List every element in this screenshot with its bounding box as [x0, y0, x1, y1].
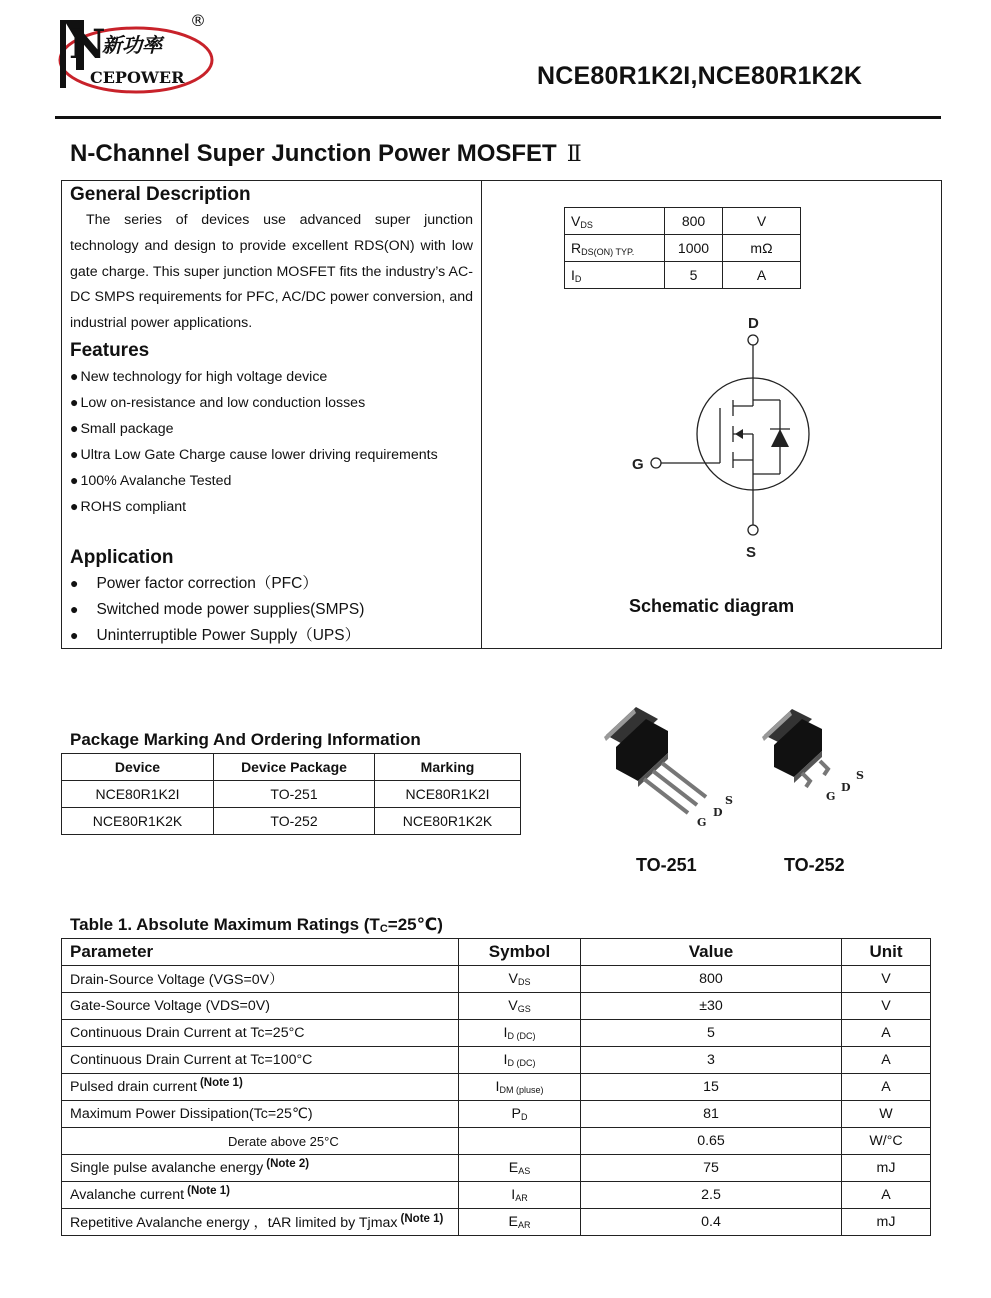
ordering-heading: Package Marking And Ordering Information	[70, 730, 421, 749]
abs-value: 75	[581, 1155, 842, 1182]
abs-symbol-sub: DM (pluse)	[499, 1085, 544, 1095]
ordering-col-header: Device	[62, 754, 214, 781]
abs-param	[62, 1182, 459, 1209]
abs-param-note: (Note 1)	[400, 1213, 444, 1225]
abs-symbol-main: I	[495, 1079, 500, 1095]
abs-value: 800	[581, 966, 842, 993]
abs-param	[62, 1020, 459, 1047]
application-item-text: Uninterruptible Power Supply（UPS）	[96, 627, 361, 644]
caption-subscript: C	[379, 923, 388, 935]
bullet-icon: ●	[70, 394, 79, 410]
pin-d-label: D	[748, 315, 759, 332]
abs-symbol	[459, 1074, 581, 1101]
spec-symbol-sub: D	[574, 273, 582, 284]
abs-col-header: Parameter	[62, 939, 459, 966]
spec-symbol-main: R	[571, 239, 582, 256]
abs-symbol	[459, 1155, 581, 1182]
to251-label: TO-251	[636, 855, 697, 875]
application-heading: Application	[70, 547, 174, 568]
svg-text:N: N	[69, 21, 106, 68]
abs-symbol	[459, 1101, 581, 1128]
abs-value: 5	[581, 1020, 842, 1047]
abs-param	[62, 1047, 459, 1074]
general-description-heading: General Description	[70, 184, 251, 205]
abs-row	[62, 1128, 931, 1155]
ordering-cell: NCE80R1K2K	[375, 808, 521, 835]
application-item	[70, 570, 364, 596]
spec-value: 5	[665, 262, 723, 289]
application-list	[70, 570, 364, 648]
ordering-cell: TO-251	[214, 781, 375, 808]
spec-unit: A	[723, 262, 801, 289]
abs-col-header: Unit	[842, 939, 931, 966]
abs-symbol-sub: AS	[518, 1166, 531, 1176]
abs-symbol	[459, 1020, 581, 1047]
ordering-col-header: Marking	[375, 754, 521, 781]
abs-unit: mJ	[842, 1155, 931, 1182]
abs-param-text: Pulsed drain current	[70, 1079, 197, 1095]
abs-param-text: Avalanche current	[70, 1187, 185, 1203]
abs-row	[62, 1182, 931, 1209]
abs-symbol	[459, 1182, 581, 1209]
spec-value: 1000	[665, 235, 723, 262]
bullet-icon: ●	[70, 368, 79, 384]
abs-param-text: Drain-Source Voltage (VGS=0V）	[70, 972, 284, 988]
abs-param	[62, 1101, 459, 1128]
spec-symbol-sub: DS	[580, 219, 593, 230]
spec-symbol	[565, 262, 665, 289]
abs-symbol-sub: AR	[515, 1193, 528, 1203]
abs-symbol-main: V	[508, 971, 518, 987]
abs-symbol	[459, 1209, 581, 1236]
mosfet-schematic	[610, 308, 840, 568]
abs-symbol-main: I	[511, 1187, 516, 1203]
abs-unit: V	[842, 993, 931, 1020]
abs-unit: W	[842, 1101, 931, 1128]
bullet-icon: ●	[70, 627, 79, 643]
abs-symbol-sub: D	[520, 1112, 528, 1122]
pin-s-label: S	[746, 544, 757, 561]
to251-pin-g: G	[697, 816, 707, 829]
abs-row	[62, 1020, 931, 1047]
abs-symbol-main: I	[503, 1052, 508, 1068]
abs-value: 15	[581, 1074, 842, 1101]
abs-unit: A	[842, 1020, 931, 1047]
abs-param	[62, 993, 459, 1020]
bullet-icon: ●	[70, 420, 79, 436]
abs-symbol-main: E	[508, 1160, 519, 1176]
title-text: N-Channel Super Junction Power MOSFET	[70, 140, 557, 167]
absolute-max-ratings-table	[61, 938, 931, 1236]
feature-item-text: Low on-resistance and low conduction losses	[80, 395, 366, 411]
abs-param-text: Single pulse avalanche energy	[70, 1160, 264, 1176]
abs-param-text: Maximum Power Dissipation(Tc=25℃)	[70, 1106, 313, 1122]
abs-value: 3	[581, 1047, 842, 1074]
bullet-icon: ●	[70, 446, 79, 462]
application-item	[70, 596, 364, 622]
spec-row	[565, 262, 801, 289]
part-number: NCE80R1K2I,NCE80R1K2K	[537, 62, 863, 90]
abs-symbol-sub: GS	[517, 1004, 531, 1014]
abs-param	[62, 1074, 459, 1101]
spec-symbol-main: I	[571, 266, 575, 283]
ordering-row	[62, 808, 521, 835]
caption-prefix: Table 1. Absolute Maximum Ratings (T	[70, 915, 380, 934]
feature-item	[70, 467, 438, 493]
spec-symbol	[565, 235, 665, 262]
pin-g-label: G	[632, 456, 644, 473]
abs-row	[62, 1155, 931, 1182]
abs-row	[62, 993, 931, 1020]
abs-param	[62, 966, 459, 993]
package-images	[596, 695, 886, 835]
ordering-col-header: Device Package	[214, 754, 375, 781]
ordering-cell: NCE80R1K2I	[375, 781, 521, 808]
feature-item-text: ROHS compliant	[80, 499, 187, 515]
company-logo	[56, 10, 216, 96]
spec-symbol	[565, 208, 665, 235]
abs-value: ±30	[581, 993, 842, 1020]
schematic-caption: Schematic diagram	[629, 596, 795, 616]
table1-caption	[70, 915, 443, 935]
ordering-table	[61, 753, 521, 835]
abs-value: 81	[581, 1101, 842, 1128]
abs-symbol-main: P	[511, 1106, 521, 1122]
abs-param	[62, 1155, 459, 1182]
abs-col-header: Symbol	[459, 939, 581, 966]
title-roman-numeral: Ⅱ	[566, 142, 582, 167]
abs-unit: A	[842, 1182, 931, 1209]
abs-unit: V	[842, 966, 931, 993]
feature-item-text: Ultra Low Gate Charge cause lower driving requirements	[80, 447, 438, 463]
to251-pin-s: S	[725, 794, 733, 807]
abs-row	[62, 1047, 931, 1074]
spec-row	[565, 208, 801, 235]
application-item-text: Switched mode power supplies(SMPS)	[96, 601, 365, 618]
abs-unit: A	[842, 1074, 931, 1101]
to252-package-icon	[762, 709, 864, 803]
feature-item-text: New technology for high voltage device	[80, 369, 328, 385]
feature-item	[70, 389, 438, 415]
document-title	[70, 140, 582, 168]
feature-item	[70, 363, 438, 389]
bullet-icon: ●	[70, 498, 79, 514]
abs-row	[62, 1101, 931, 1128]
abs-param-text: Continuous Drain Current at Tc=100°C	[70, 1052, 313, 1068]
abs-symbol-sub: DS	[517, 977, 531, 987]
feature-item	[70, 441, 438, 467]
abs-symbol	[459, 1128, 581, 1155]
feature-item	[70, 415, 438, 441]
abs-param-text: Repetitive Avalanche energy ，tAR limited by Tjmax	[70, 1215, 398, 1231]
abs-param	[62, 1128, 459, 1155]
abs-value: 2.5	[581, 1182, 842, 1209]
abs-symbol	[459, 1047, 581, 1074]
to252-pin-g: G	[826, 790, 836, 803]
ordering-cell: NCE80R1K2K	[62, 808, 214, 835]
header-divider	[55, 116, 941, 119]
abs-row	[62, 966, 931, 993]
key-spec-table	[564, 207, 801, 289]
spec-unit: mΩ	[723, 235, 801, 262]
general-description-body: The series of devices use advanced super junction technology and design to provide excellent RDS(ON) with low gate charge. This super junction MOSFET fits the industry’s AC-DC SMPS requirements for PFC, AC/DC power conversion, and industrial power applications.	[70, 212, 473, 332]
abs-row	[62, 1209, 931, 1236]
overview-divider	[481, 180, 482, 649]
feature-item-text: 100% Avalanche Tested	[80, 473, 232, 489]
abs-value: 0.4	[581, 1209, 842, 1236]
abs-symbol-sub: D (DC)	[507, 1031, 536, 1041]
svg-text:CEPOWER: CEPOWER	[90, 68, 185, 87]
ordering-cell: NCE80R1K2I	[62, 781, 214, 808]
application-item	[70, 622, 364, 648]
to252-pin-d: D	[841, 781, 851, 794]
abs-symbol-main: I	[503, 1025, 508, 1041]
abs-param-text: Gate-Source Voltage (VDS=0V)	[70, 998, 270, 1014]
to252-pin-s: S	[856, 769, 864, 782]
bullet-icon: ●	[70, 575, 79, 591]
bullet-icon: ●	[70, 472, 79, 488]
spec-symbol-main: V	[571, 212, 581, 229]
abs-unit: A	[842, 1047, 931, 1074]
features-heading: Features	[70, 340, 150, 361]
abs-row	[62, 1074, 931, 1101]
ordering-row	[62, 781, 521, 808]
spec-row	[565, 235, 801, 262]
abs-param	[62, 1209, 459, 1236]
abs-param-note: (Note 1)	[199, 1077, 243, 1089]
abs-param-note: (Note 2)	[266, 1158, 310, 1170]
spec-symbol-sub: DS(ON) TYP.	[581, 246, 635, 257]
abs-unit: mJ	[842, 1209, 931, 1236]
abs-unit: W/°C	[842, 1128, 931, 1155]
to251-pin-d: D	[713, 806, 723, 819]
abs-symbol-sub: AR	[517, 1220, 531, 1230]
abs-param-text: Continuous Drain Current at Tc=25°C	[70, 1025, 305, 1041]
svg-text:新功率: 新功率	[102, 33, 162, 57]
abs-param-note: (Note 1)	[187, 1185, 230, 1197]
to252-label: TO-252	[784, 855, 845, 875]
bullet-icon: ●	[70, 601, 79, 617]
caption-suffix: =25℃)	[387, 915, 443, 934]
spec-value: 800	[665, 208, 723, 235]
abs-symbol	[459, 966, 581, 993]
features-list	[70, 363, 438, 519]
abs-value: 0.65	[581, 1128, 842, 1155]
abs-symbol-main: E	[508, 1214, 518, 1230]
feature-item-text: Small package	[80, 421, 174, 437]
spec-unit: V	[723, 208, 801, 235]
to251-package-icon	[604, 707, 733, 829]
abs-col-header: Value	[581, 939, 842, 966]
application-item-text: Power factor correction（PFC）	[96, 575, 318, 592]
ordering-cell: TO-252	[214, 808, 375, 835]
abs-param-text: Derate above 25°C	[228, 1133, 339, 1149]
abs-symbol	[459, 993, 581, 1020]
abs-symbol-sub: D (DC)	[507, 1058, 536, 1068]
svg-text:®: ®	[190, 11, 206, 30]
feature-item	[70, 493, 438, 519]
abs-symbol-main: V	[508, 998, 518, 1014]
